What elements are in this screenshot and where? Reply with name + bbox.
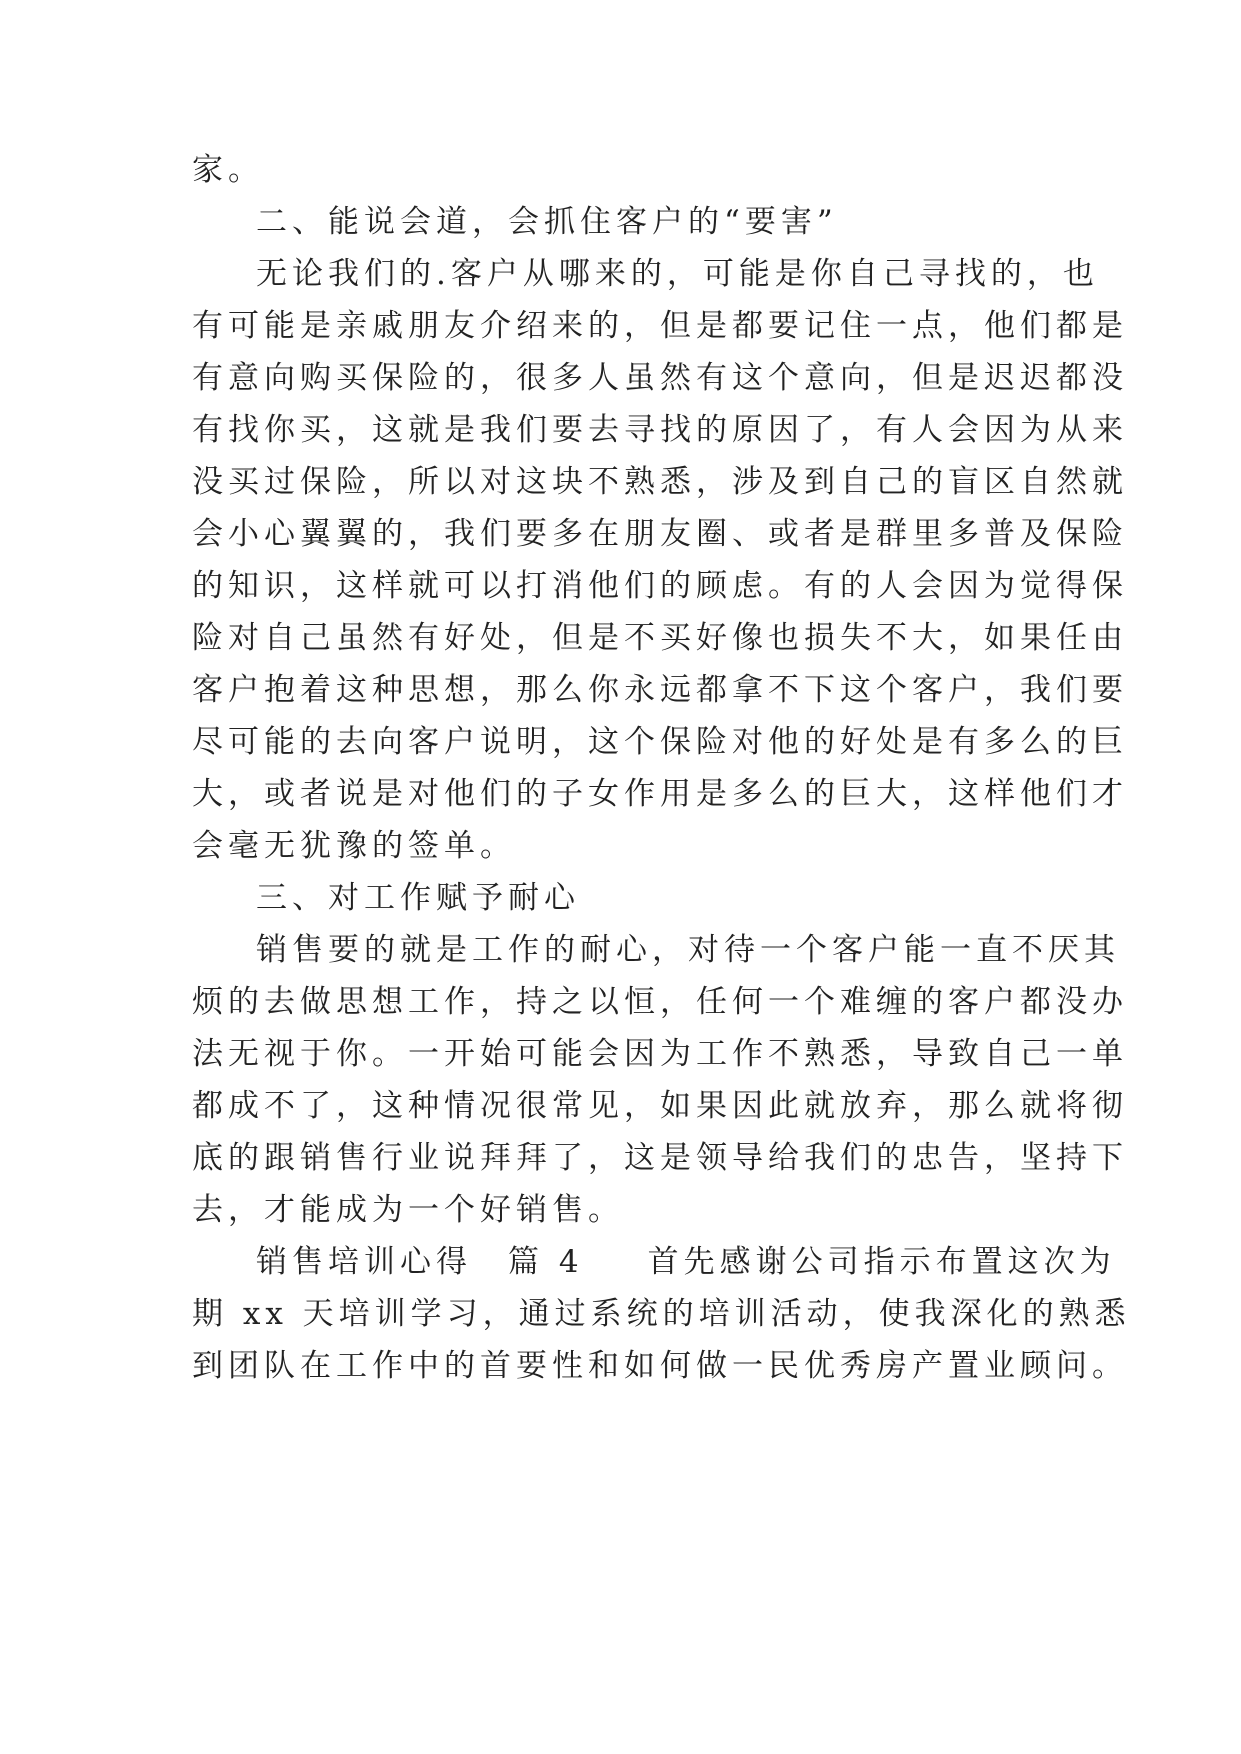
section-heading-2: 二、能说会道，会抓住客户的“要害” — [256, 204, 838, 240]
body-line: 有意向购买保险的，很多人虽然有这个意向，但是迟迟都没 — [192, 360, 1128, 396]
body-line: 底的跟销售行业说拜拜了，这是领导给我们的忠告，坚持下 — [192, 1140, 1128, 1176]
section-4-first-line — [256, 1240, 1116, 1284]
body-line: 期 xx 天培训学习，通过系统的培训活动，使我深化的熟悉 — [192, 1296, 1131, 1332]
body-line: 法无视于你。一开始可能会因为工作不熟悉，导致自己一单 — [192, 1036, 1128, 1072]
body-line: 的知识，这样就可以打消他们的顾虑。有的人会因为觉得保 — [192, 568, 1128, 604]
body-line: 会小心翼翼的，我们要多在朋友圈、或者是群里多普及保险 — [192, 516, 1128, 552]
body-line: 都成不了，这种情况很常见，如果因此就放弃，那么就将彻 — [192, 1088, 1128, 1124]
body-line: 客户抱着这种思想，那么你永远都拿不下这个客户，我们要 — [192, 672, 1128, 708]
section-4-heading: 销售培训心得 篇 4 — [256, 1244, 584, 1280]
section-heading-3: 三、对工作赋予耐心 — [256, 880, 580, 916]
body-line: 家。 — [192, 152, 264, 188]
body-line: 尽可能的去向客户说明，这个保险对他的好处是有多么的巨 — [192, 724, 1128, 760]
body-line: 有可能是亲戚朋友介绍来的，但是都要记住一点，他们都是 — [192, 308, 1128, 344]
body-line: 险对自己虽然有好处，但是不买好像也损失不大，如果任由 — [192, 620, 1128, 656]
body-line: 无论我们的.客户从哪来的，可能是你自己寻找的，也 — [256, 256, 1099, 292]
body-line: 大，或者说是对他们的子女作用是多么的巨大，这样他们才 — [192, 776, 1128, 812]
body-line: 销售要的就是工作的耐心，对待一个客户能一直不厌其 — [256, 932, 1120, 968]
body-line: 有找你买，这就是我们要去寻找的原因了，有人会因为从来 — [192, 412, 1128, 448]
section-4-intro: 首先感谢公司指示布置这次为 — [647, 1244, 1116, 1280]
body-line: 没买过保险，所以对这块不熟悉，涉及到自己的盲区自然就 — [192, 464, 1128, 500]
body-line: 到团队在工作中的首要性和如何做一民优秀房产置业顾问。 — [192, 1348, 1128, 1384]
body-line: 去，才能成为一个好销售。 — [192, 1192, 624, 1228]
body-line: 会毫无犹豫的签单。 — [192, 828, 516, 864]
body-line: 烦的去做思想工作，持之以恒，任何一个难缠的客户都没办 — [192, 984, 1128, 1020]
